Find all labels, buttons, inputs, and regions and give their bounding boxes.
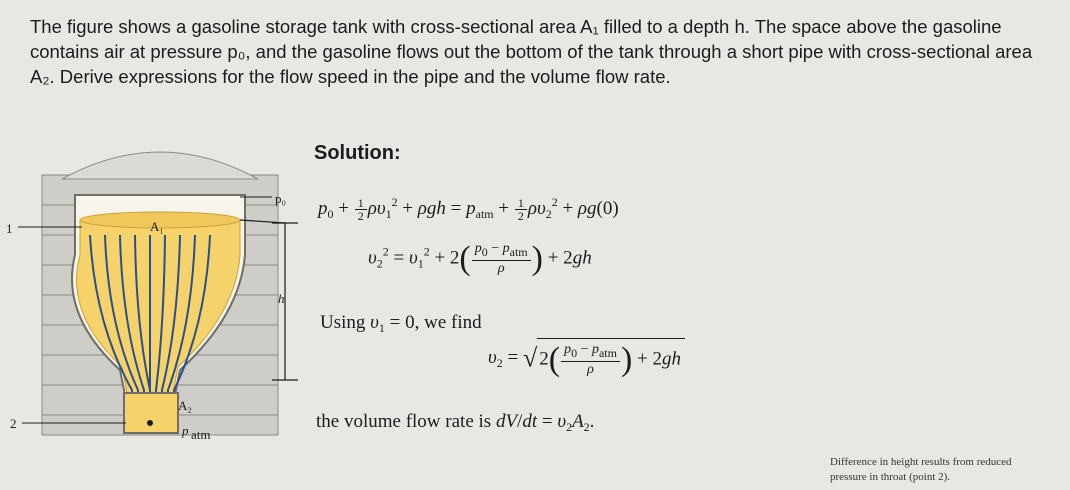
caption-note: Difference in height results from reduced pressure in throat (point 2). [830,456,1012,483]
outlet-pipe [124,393,178,433]
label-a1: A₁ [150,219,164,234]
tank-figure [0,135,300,445]
label-point2: 2 [10,416,17,431]
label-point1: 1 [6,221,13,236]
problem-statement: The figure shows a gasoline storage tank with cross-sectional area A₁ filled to a depth h. The space above the gasoline contains air at pressure p₀, and the gasoline flows out the bottom of the tank through a short pipe with cross-sectional area A₂. Derive expressions for the flow speed in the pipe and the volume flow rate. [30,16,1033,87]
using-statement: Using $\upsilon_1 = 0$, we find [320,312,482,335]
point2-marker [147,420,153,426]
tank-roof [62,152,258,179]
bernoulli-equation: $p_0$ + $\frac{1}{2}$ $\rho\upsilon_1^2 + \rho gh = p_{atm}$ + $\frac{1}{2}$ $\rho\upsilon_2^2 + \rho g(0)$ [318,195,619,224]
speed-equation: $\upsilon_2$ = √ 2( $\frac{\text{p0 − patm}}{\rho}$ ) + 2gh [488,338,685,379]
label-a2: A₂ [178,398,192,413]
label-p0: p₀ [275,191,287,206]
label-patm: p [182,423,189,438]
label-patm-sub: atm [191,427,211,442]
using-label: Using [320,312,366,333]
using-value: = 0, we find [389,312,482,333]
label-h: h [278,291,285,306]
flow-rate-statement: the volume flow rate is $dV/dt = \upsilon_2A_2$. [316,411,595,434]
flow-rate-label: the volume flow rate is [316,411,492,432]
speed-squared-equation: $\upsilon_2^2 = \upsilon_1^2 + 2$( $\frac{\text{p0 − patm}}{\rho}$ ) + 2gh [368,240,592,277]
solution-title: Solution: [314,142,401,164]
